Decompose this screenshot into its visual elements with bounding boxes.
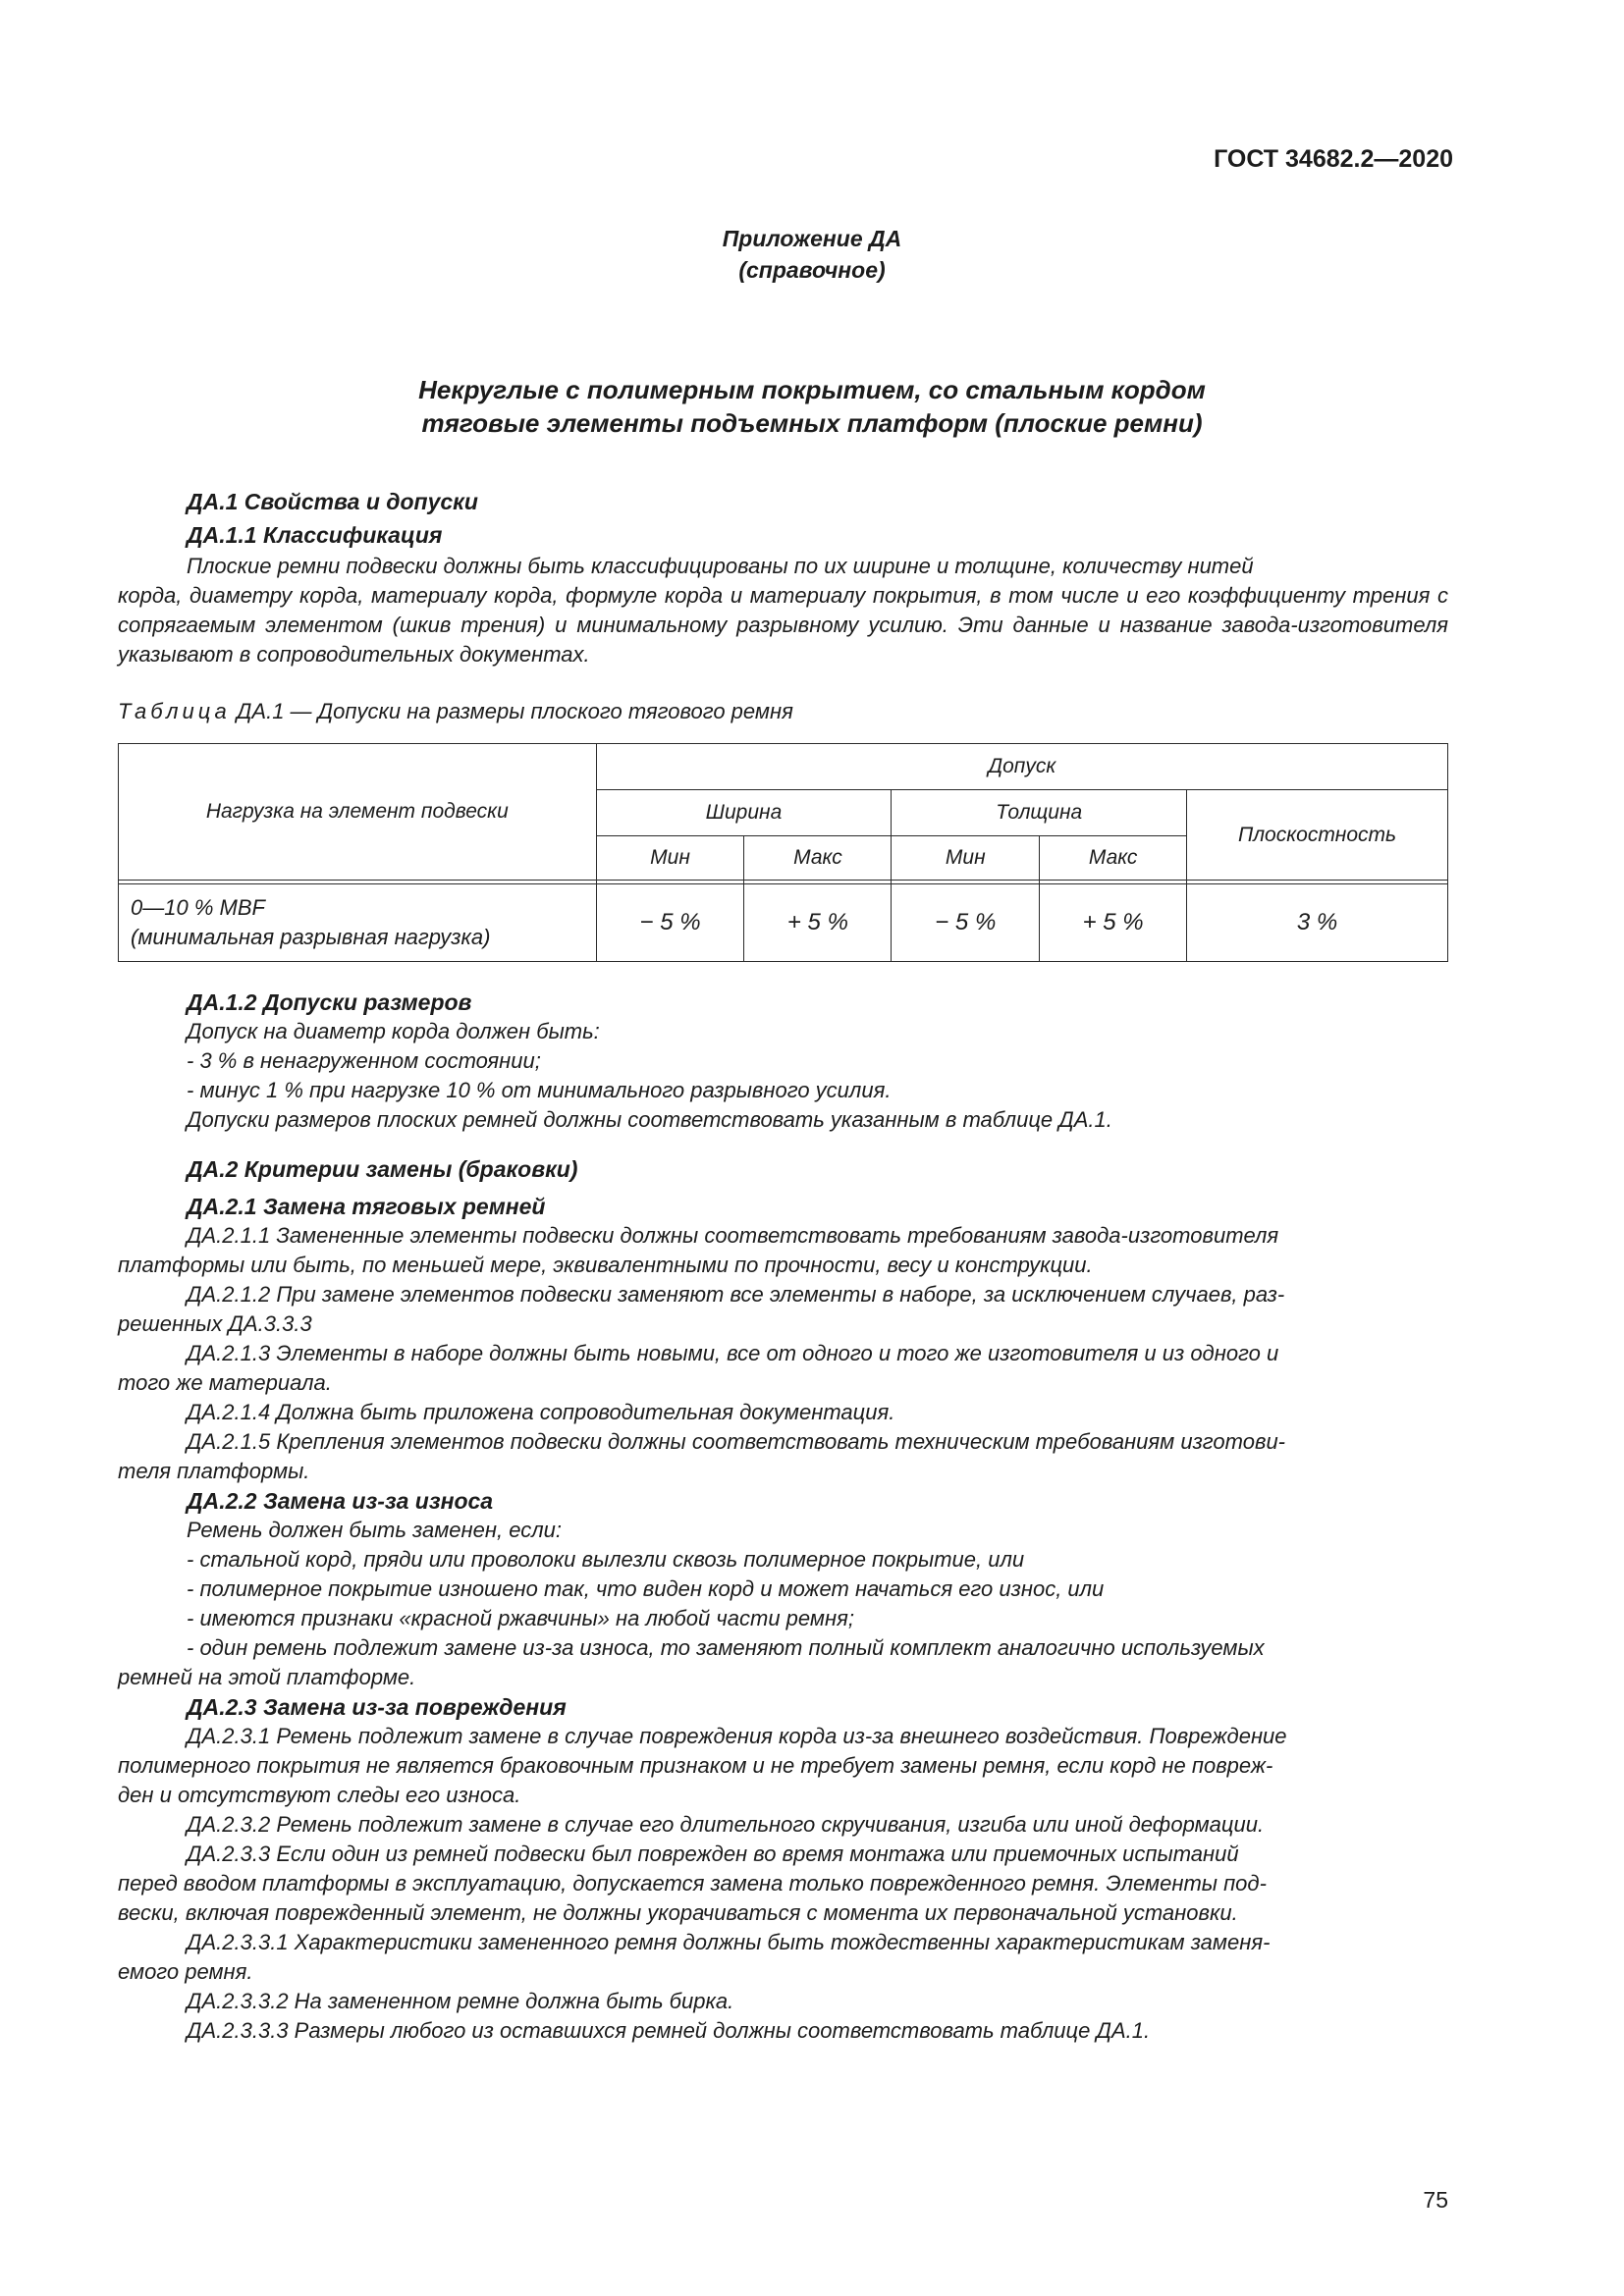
da12-line-3: - минус 1 % при нагрузке 10 % от минимального разрывного усилия. bbox=[187, 1078, 892, 1102]
p-da2-3-3: ДА.2.3.3 Если один из ремней подвески был поврежден во время монтажа или приемочных испытаний bbox=[187, 1842, 1239, 1866]
section-heading-da1: ДА.1 Свойства и допуски bbox=[187, 489, 478, 514]
cell-flatness: 3 % bbox=[1187, 884, 1448, 962]
p-da2-2-item-1: - стальной корд, пряди или проволоки вылезли сквозь полимерное покрытие, или bbox=[187, 1547, 1025, 1572]
classification-text-rest: корда, диаметру корда, материалу корда, формуле корда и материалу покрытия, в том числе и его коэффициенту трения с сопрягаемым элементом (шкив трения) и минимальному разрывному усилию. Эти данные и название завода-изготовителя указывают в сопроводительных документах. bbox=[118, 583, 1448, 667]
p-da2-2-item-3: - имеются признаки «красной ржавчины» на любой части ремня; bbox=[187, 1606, 854, 1630]
da12-line-2: - 3 % в ненагруженном состоянии; bbox=[187, 1048, 541, 1073]
p-da2-1-2: ДА.2.1.2 При замене элементов подвески заменяют все элементы в наборе, за исключением случаев, раз- bbox=[187, 1282, 1285, 1307]
p-da2-3-2: ДА.2.3.2 Ремень подлежит замене в случае его длительного скручивания, изгиба или иной деформации. bbox=[187, 1812, 1265, 1837]
cell-width-min: − 5 % bbox=[596, 884, 744, 962]
p-da2-1-5-cont: теля платформы. bbox=[118, 1459, 310, 1483]
table-caption-label: Таблица bbox=[118, 699, 231, 723]
page-number: 75 bbox=[1423, 2187, 1448, 2213]
cell-load-line-2: (минимальная разрывная нагрузка) bbox=[131, 925, 491, 949]
p-da2-1-2-cont: решенных ДА.3.3.3 bbox=[118, 1311, 312, 1336]
header-width-max: Макс bbox=[744, 836, 892, 881]
p-da2-2-item-2: - полимерное покрытие изношено так, что виден корд и может начаться его износ, или bbox=[187, 1576, 1105, 1601]
section-heading-da22: ДА.2.2 Замена из-за износа bbox=[187, 1488, 494, 1514]
section-heading-da2: ДА.2 Критерии замены (браковки) bbox=[187, 1156, 578, 1182]
da12-line-4: Допуски размеров плоских ремней должны соответствовать указанным в таблице ДА.1. bbox=[187, 1107, 1112, 1132]
annex-label: Приложение ДА bbox=[722, 226, 902, 251]
header-load: Нагрузка на элемент подвески bbox=[119, 744, 597, 881]
p-da2-2-intro: Ремень должен быть заменен, если: bbox=[187, 1518, 562, 1542]
classification-paragraph bbox=[118, 552, 1448, 669]
cell-thickness-max: + 5 % bbox=[1040, 884, 1187, 962]
cell-thickness-min: − 5 % bbox=[892, 884, 1040, 962]
tolerance-table bbox=[118, 743, 1448, 962]
p-da2-3-3-1-cont: емого ремня. bbox=[118, 1959, 253, 1984]
annex-type: (справочное) bbox=[738, 257, 886, 283]
table-caption-text: ДА.1 — Допуски на размеры плоского тягового ремня bbox=[236, 699, 793, 723]
p-da2-1-1-cont: платформы или быть, по меньшей мере, эквивалентными по прочности, весу и конструкции. bbox=[118, 1253, 1093, 1277]
header-thickness-max: Макс bbox=[1040, 836, 1187, 881]
header-tolerance: Допуск bbox=[596, 744, 1447, 790]
table-caption bbox=[118, 699, 793, 724]
da12-line-1: Допуск на диаметр корда должен быть: bbox=[187, 1019, 600, 1043]
document-code: ГОСТ 34682.2—2020 bbox=[1214, 145, 1453, 173]
p-da2-3-3-3: ДА.2.3.3.3 Размеры любого из оставшихся ремней должны соответствовать таблице ДА.1. bbox=[187, 2018, 1151, 2043]
p-da2-2-item-4: - один ремень подлежит замене из-за износа, то заменяют полный комплект аналогично используемых bbox=[187, 1635, 1265, 1660]
section-heading-da11: ДА.1.1 Классификация bbox=[187, 522, 443, 548]
p-da2-3-1: ДА.2.3.1 Ремень подлежит замене в случае повреждения корда из-за внешнего воздействия. Повреждение bbox=[187, 1724, 1287, 1748]
p-da2-3-1-cont-2: ден и отсутствуют следы его износа. bbox=[118, 1783, 521, 1807]
p-da2-3-3-cont-2: вески, включая поврежденный элемент, не должны укорачиваться с момента их первоначальной установки. bbox=[118, 1900, 1238, 1925]
header-width: Ширина bbox=[596, 790, 892, 836]
cell-width-max: + 5 % bbox=[744, 884, 892, 962]
annex-title-line-1: Некруглые с полимерным покрытием, со стальным кордом bbox=[418, 375, 1206, 404]
classification-text-first-line: Плоские ремни подвески должны быть классифицированы по их ширине и толщине, количеству нитей bbox=[187, 554, 1254, 578]
p-da2-3-3-cont-1: перед вводом платформы в эксплуатацию, допускается замена только поврежденного ремня. Элементы под- bbox=[118, 1871, 1267, 1896]
header-thickness-min: Мин bbox=[892, 836, 1040, 881]
table-row bbox=[119, 884, 1448, 962]
header-width-min: Мин bbox=[596, 836, 744, 881]
cell-load-line-1: 0—10 % MBF bbox=[131, 895, 265, 920]
annex-title-line-2: тяговые элементы подъемных платформ (плоские ремни) bbox=[421, 408, 1203, 438]
p-da2-1-1: ДА.2.1.1 Замененные элементы подвески должны соответствовать требованиям завода-изготовителя bbox=[187, 1223, 1279, 1248]
section-heading-da23: ДА.2.3 Замена из-за повреждения bbox=[187, 1694, 567, 1720]
section-heading-da12: ДА.1.2 Допуски размеров bbox=[187, 989, 472, 1015]
header-thickness: Толщина bbox=[892, 790, 1187, 836]
p-da2-2-item-4-cont: ремней на этой платформе. bbox=[118, 1665, 416, 1689]
cell-load bbox=[119, 884, 597, 962]
p-da2-3-3-1: ДА.2.3.3.1 Характеристики замененного ремня должны быть тождественны характеристикам заменя- bbox=[187, 1930, 1271, 1954]
p-da2-3-1-cont-1: полимерного покрытия не является браковочным признаком и не требует замены ремня, если корд не повреж- bbox=[118, 1753, 1273, 1778]
p-da2-1-3: ДА.2.1.3 Элементы в наборе должны быть новыми, все от одного и того же изготовителя и из одного и bbox=[187, 1341, 1279, 1365]
header-flatness: Плоскостность bbox=[1187, 790, 1448, 881]
p-da2-1-4: ДА.2.1.4 Должна быть приложена сопроводительная документация. bbox=[187, 1400, 895, 1424]
p-da2-1-3-cont: того же материала. bbox=[118, 1370, 332, 1395]
section-heading-da21: ДА.2.1 Замена тяговых ремней bbox=[187, 1194, 546, 1219]
p-da2-1-5: ДА.2.1.5 Крепления элементов подвески должны соответствовать техническим требованиям изготови- bbox=[187, 1429, 1286, 1454]
p-da2-3-3-2: ДА.2.3.3.2 На замененном ремне должна быть бирка. bbox=[187, 1989, 734, 2013]
